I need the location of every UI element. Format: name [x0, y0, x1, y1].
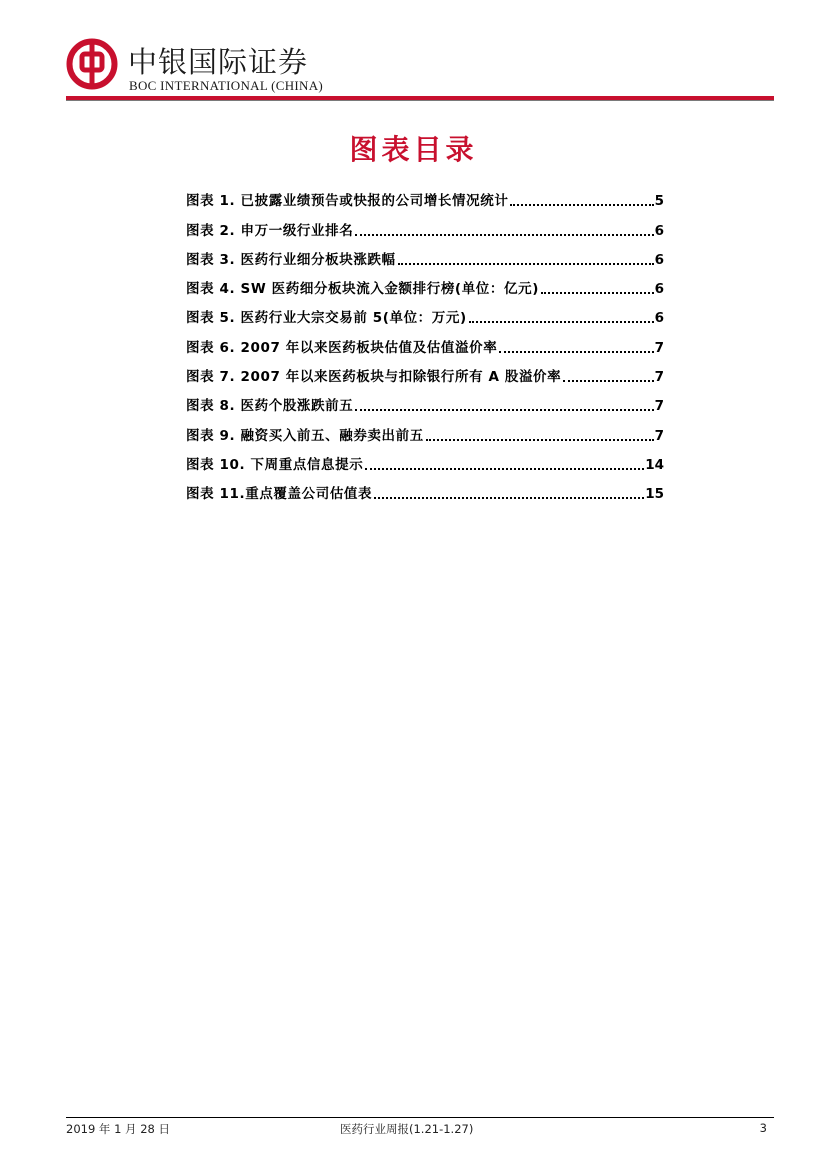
- toc-entry-label: 图表 8. 医药个股涨跌前五: [186, 398, 354, 415]
- header-divider-thin: [66, 100, 774, 101]
- toc-entry-page: 7: [654, 369, 664, 386]
- toc-entry[interactable]: [186, 209, 664, 238]
- toc-dot-leader: [355, 408, 653, 411]
- toc-entry-label: 图表 10. 下周重点信息提示: [186, 456, 364, 473]
- toc-entry-page: 6: [654, 310, 664, 327]
- toc-dot-leader: [355, 233, 653, 236]
- toc-entry-page: 7: [654, 339, 664, 356]
- toc-entry[interactable]: [186, 326, 664, 355]
- toc-entry-label: 图表 2. 申万一级行业排名: [186, 222, 354, 239]
- footer-date: 2019 年 1 月 28 日: [66, 1122, 170, 1136]
- footer-page-number: 3: [759, 1121, 767, 1135]
- toc-entry[interactable]: [186, 414, 664, 443]
- toc-dot-leader: [426, 438, 654, 441]
- toc-entry-page: 7: [654, 398, 664, 415]
- footer-divider: [66, 1117, 774, 1118]
- toc-entry-label: 图表 7. 2007 年以来医药板块与扣除银行所有 A 股溢价率: [186, 369, 562, 386]
- toc-entry[interactable]: [186, 385, 664, 414]
- toc-dot-leader: [563, 379, 653, 382]
- toc-entry[interactable]: [186, 180, 664, 209]
- toc-dot-leader: [510, 203, 653, 206]
- toc-dot-leader: [541, 291, 654, 294]
- toc-entry[interactable]: [186, 268, 664, 297]
- boc-emblem-icon: [66, 38, 118, 90]
- toc-entry-label: 图表 3. 医药行业细分板块涨跌幅: [186, 251, 396, 268]
- toc-list: [186, 180, 664, 502]
- toc-entry[interactable]: [186, 444, 664, 473]
- toc-entry-label: 图表 4. SW 医药细分板块流入金额排行榜(单位：亿元): [186, 281, 539, 298]
- toc-entry[interactable]: [186, 297, 664, 326]
- toc-entry-label: 图表 6. 2007 年以来医药板块估值及估值溢价率: [186, 339, 498, 356]
- toc-entry-page: 14: [645, 456, 664, 473]
- toc-entry-page: 15: [645, 486, 664, 503]
- toc-entry-page: 6: [654, 251, 664, 268]
- toc-entry-label: 图表 11.重点覆盖公司估值表: [186, 486, 373, 503]
- toc-dot-leader: [469, 320, 654, 323]
- toc-entry[interactable]: [186, 356, 664, 385]
- toc-entry[interactable]: [186, 239, 664, 268]
- toc-entry-page: 6: [654, 222, 664, 239]
- toc-dot-leader: [398, 262, 654, 265]
- toc-entry-page: 6: [654, 281, 664, 298]
- toc-dot-leader: [499, 350, 653, 353]
- toc-entry-page: 7: [654, 427, 664, 444]
- brand-name-en: BOC INTERNATIONAL (CHINA): [129, 78, 324, 93]
- toc-title: 图表目录: [349, 133, 478, 166]
- toc-entry-label: 图表 9. 融资买入前五、融券卖出前五: [186, 427, 424, 444]
- brand-name-cn: 中银国际证券: [128, 45, 309, 79]
- boc-logo: [66, 38, 366, 98]
- toc-entry-page: 5: [654, 193, 664, 210]
- footer-report-title: 医药行业周报(1.21-1.27): [340, 1122, 474, 1136]
- toc-entry[interactable]: [186, 473, 664, 502]
- toc-entry-label: 图表 5. 医药行业大宗交易前 5(单位：万元): [186, 310, 467, 327]
- toc-entry-label: 图表 1. 已披露业绩预告或快报的公司增长情况统计: [186, 193, 509, 210]
- toc-dot-leader: [365, 467, 644, 470]
- toc-dot-leader: [374, 496, 644, 499]
